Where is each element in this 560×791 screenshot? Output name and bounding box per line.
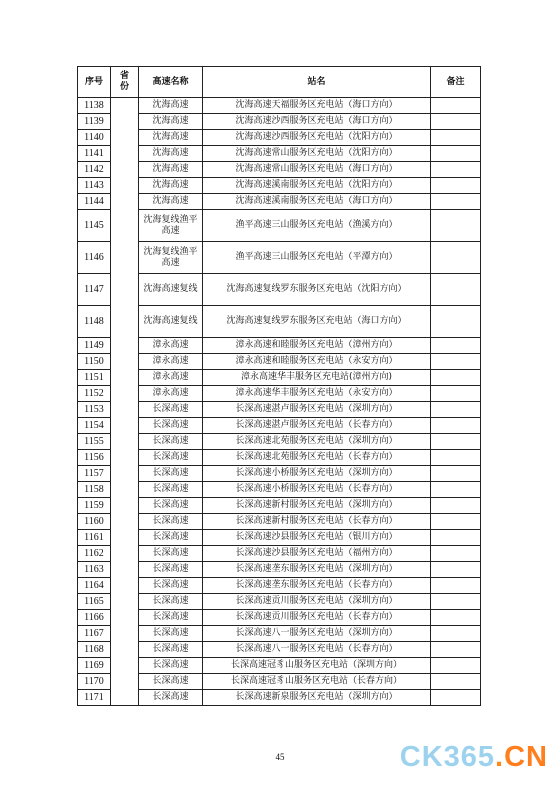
cell-highway: 长深高速 bbox=[139, 562, 203, 578]
cell-station: 沈海高速复线罗东服务区充电站（沈阳方向） bbox=[203, 274, 431, 306]
cell-remark bbox=[431, 242, 481, 274]
cell-remark bbox=[431, 354, 481, 370]
table-row bbox=[78, 674, 481, 690]
cell-highway: 长深高速 bbox=[139, 674, 203, 690]
header-no: 序号 bbox=[78, 67, 111, 98]
cell-remark bbox=[431, 418, 481, 434]
table-row bbox=[78, 658, 481, 674]
cell-station: 漳永高速华丰服务区充电站（永安方向） bbox=[203, 386, 431, 402]
cell-no: 1163 bbox=[78, 562, 111, 578]
cell-station: 长深高速贡川服务区充电站（长春方向） bbox=[203, 610, 431, 626]
cell-station: 渔平高速三山服务区充电站（平潭方向） bbox=[203, 242, 431, 274]
cell-station: 沈海高速天福服务区充电站（海口方向） bbox=[203, 98, 431, 114]
cell-station: 沈海高速复线罗东服务区充电站（海口方向） bbox=[203, 306, 431, 338]
cell-no: 1147 bbox=[78, 274, 111, 306]
cell-station: 长深高速沙县服务区充电站（银川方向） bbox=[203, 530, 431, 546]
cell-highway: 沈海复线渔平高速 bbox=[139, 210, 203, 242]
cell-remark bbox=[431, 98, 481, 114]
cell-highway: 长深高速 bbox=[139, 466, 203, 482]
cell-station: 沈海高速沙西服务区充电站（沈阳方向） bbox=[203, 130, 431, 146]
cell-highway: 沈海高速复线 bbox=[139, 306, 203, 338]
table-row bbox=[78, 498, 481, 514]
watermark-dot: . bbox=[495, 741, 505, 773]
cell-remark bbox=[431, 642, 481, 658]
header-remark: 备注 bbox=[431, 67, 481, 98]
cell-station: 长深高速北苑服务区充电站（长春方向） bbox=[203, 450, 431, 466]
cell-highway: 长深高速 bbox=[139, 402, 203, 418]
cell-remark bbox=[431, 450, 481, 466]
cell-highway: 长深高速 bbox=[139, 626, 203, 642]
cell-no: 1159 bbox=[78, 498, 111, 514]
cell-no: 1148 bbox=[78, 306, 111, 338]
cell-remark bbox=[431, 674, 481, 690]
table-row bbox=[78, 434, 481, 450]
cell-highway: 沈海高速 bbox=[139, 146, 203, 162]
table-row bbox=[78, 162, 481, 178]
cell-no: 1144 bbox=[78, 194, 111, 210]
cell-no: 1171 bbox=[78, 690, 111, 706]
cell-station: 长深高速新村服务区充电站（长春方向） bbox=[203, 514, 431, 530]
table-row bbox=[78, 610, 481, 626]
cell-no: 1164 bbox=[78, 578, 111, 594]
table-row bbox=[78, 546, 481, 562]
cell-station: 长深高速八一服务区充电站（深圳方向） bbox=[203, 626, 431, 642]
cell-station: 长深高速垄东服务区充电站（深圳方向） bbox=[203, 562, 431, 578]
cell-highway: 长深高速 bbox=[139, 434, 203, 450]
cell-station: 长深高速北苑服务区充电站（深圳方向） bbox=[203, 434, 431, 450]
table-row bbox=[78, 370, 481, 386]
table-row bbox=[78, 530, 481, 546]
cell-remark bbox=[431, 466, 481, 482]
cell-no: 1150 bbox=[78, 354, 111, 370]
cell-station: 长深高速湛卢服务区充电站（长春方向） bbox=[203, 418, 431, 434]
watermark-logo bbox=[400, 741, 548, 774]
cell-highway: 长深高速 bbox=[139, 418, 203, 434]
table-row bbox=[78, 338, 481, 354]
table-row bbox=[78, 354, 481, 370]
cell-highway: 沈海高速 bbox=[139, 114, 203, 130]
cell-remark bbox=[431, 498, 481, 514]
cell-highway: 长深高速 bbox=[139, 498, 203, 514]
cell-no: 1169 bbox=[78, 658, 111, 674]
cell-no: 1167 bbox=[78, 626, 111, 642]
cell-no: 1166 bbox=[78, 610, 111, 626]
header-station: 站名 bbox=[203, 67, 431, 98]
cell-highway: 长深高速 bbox=[139, 450, 203, 466]
cell-station: 漳永高速华丰服务区充电站(漳州方向) bbox=[203, 370, 431, 386]
cell-remark bbox=[431, 130, 481, 146]
station-table bbox=[77, 66, 481, 706]
cell-remark bbox=[431, 594, 481, 610]
cell-highway: 长深高速 bbox=[139, 530, 203, 546]
cell-highway: 沈海高速复线 bbox=[139, 274, 203, 306]
page-number: 45 bbox=[275, 752, 285, 762]
cell-no: 1139 bbox=[78, 114, 111, 130]
cell-no: 1140 bbox=[78, 130, 111, 146]
cell-remark bbox=[431, 194, 481, 210]
cell-station: 沈海高速常山服务区充电站（沈阳方向） bbox=[203, 146, 431, 162]
cell-no: 1155 bbox=[78, 434, 111, 450]
cell-no: 1145 bbox=[78, 210, 111, 242]
table-row bbox=[78, 418, 481, 434]
cell-no: 1158 bbox=[78, 482, 111, 498]
cell-highway: 长深高速 bbox=[139, 514, 203, 530]
cell-remark bbox=[431, 658, 481, 674]
cell-no: 1142 bbox=[78, 162, 111, 178]
table-row bbox=[78, 274, 481, 306]
table-row bbox=[78, 562, 481, 578]
table-header-row bbox=[78, 67, 481, 98]
cell-remark bbox=[431, 162, 481, 178]
cell-no: 1157 bbox=[78, 466, 111, 482]
cell-highway: 长深高速 bbox=[139, 482, 203, 498]
watermark-cn: CN bbox=[504, 741, 548, 773]
cell-highway: 长深高速 bbox=[139, 594, 203, 610]
cell-no: 1141 bbox=[78, 146, 111, 162]
cell-remark bbox=[431, 514, 481, 530]
cell-remark bbox=[431, 562, 481, 578]
cell-station: 长深高速小桥服务区充电站（深圳方向） bbox=[203, 466, 431, 482]
cell-highway: 长深高速 bbox=[139, 690, 203, 706]
cell-remark bbox=[431, 114, 481, 130]
table-row bbox=[78, 514, 481, 530]
cell-highway: 沈海高速 bbox=[139, 98, 203, 114]
table-row bbox=[78, 178, 481, 194]
cell-station: 长深高速八一服务区充电站（长春方向） bbox=[203, 642, 431, 658]
table-row bbox=[78, 578, 481, 594]
cell-highway: 长深高速 bbox=[139, 642, 203, 658]
cell-remark bbox=[431, 274, 481, 306]
cell-no: 1160 bbox=[78, 514, 111, 530]
header-highway: 高速名称 bbox=[139, 67, 203, 98]
cell-station: 长深高速沙县服务区充电站（福州方向） bbox=[203, 546, 431, 562]
cell-no: 1161 bbox=[78, 530, 111, 546]
table-row bbox=[78, 146, 481, 162]
cell-highway: 沈海高速 bbox=[139, 130, 203, 146]
cell-no: 1162 bbox=[78, 546, 111, 562]
cell-remark bbox=[431, 578, 481, 594]
table-row bbox=[78, 594, 481, 610]
cell-station: 长深高速垄东服务区充电站（长春方向） bbox=[203, 578, 431, 594]
cell-highway: 沈海复线渔平高速 bbox=[139, 242, 203, 274]
cell-no: 1168 bbox=[78, 642, 111, 658]
cell-remark bbox=[431, 530, 481, 546]
table-row bbox=[78, 402, 481, 418]
cell-no: 1151 bbox=[78, 370, 111, 386]
cell-remark bbox=[431, 690, 481, 706]
cell-station: 长深高速新村服务区充电站（深圳方向） bbox=[203, 498, 431, 514]
cell-no: 1170 bbox=[78, 674, 111, 690]
cell-highway: 长深高速 bbox=[139, 658, 203, 674]
cell-highway: 长深高速 bbox=[139, 578, 203, 594]
cell-remark bbox=[431, 338, 481, 354]
cell-remark bbox=[431, 178, 481, 194]
table-row bbox=[78, 194, 481, 210]
table-row bbox=[78, 386, 481, 402]
cell-highway: 长深高速 bbox=[139, 610, 203, 626]
cell-station: 长深高速小桥服务区充电站（长春方向） bbox=[203, 482, 431, 498]
cell-station: 长深高速冠豸山服务区充电站（深圳方向） bbox=[203, 658, 431, 674]
cell-station: 长深高速冠豸山服务区充电站（长春方向） bbox=[203, 674, 431, 690]
cell-station: 沈海高速常山服务区充电站（海口方向） bbox=[203, 162, 431, 178]
cell-remark bbox=[431, 146, 481, 162]
cell-remark bbox=[431, 626, 481, 642]
cell-remark bbox=[431, 610, 481, 626]
cell-station: 长深高速新泉服务区充电站（深圳方向） bbox=[203, 690, 431, 706]
header-province: 省份 bbox=[111, 67, 139, 98]
cell-remark bbox=[431, 434, 481, 450]
cell-remark bbox=[431, 306, 481, 338]
cell-station: 长深高速湛卢服务区充电站（深圳方向） bbox=[203, 402, 431, 418]
cell-no: 1138 bbox=[78, 98, 111, 114]
cell-station: 漳永高速和睦服务区充电站（漳州方向） bbox=[203, 338, 431, 354]
cell-no: 1165 bbox=[78, 594, 111, 610]
table-row bbox=[78, 466, 481, 482]
cell-province bbox=[111, 98, 139, 706]
cell-station: 沈海高速溪南服务区充电站（沈阳方向） bbox=[203, 178, 431, 194]
table-row bbox=[78, 642, 481, 658]
cell-remark bbox=[431, 402, 481, 418]
cell-remark bbox=[431, 210, 481, 242]
table-row bbox=[78, 626, 481, 642]
table-row bbox=[78, 242, 481, 274]
cell-remark bbox=[431, 546, 481, 562]
cell-highway: 长深高速 bbox=[139, 546, 203, 562]
cell-no: 1146 bbox=[78, 242, 111, 274]
table-row bbox=[78, 210, 481, 242]
table-row bbox=[78, 98, 481, 114]
cell-remark bbox=[431, 386, 481, 402]
cell-no: 1152 bbox=[78, 386, 111, 402]
cell-station: 沈海高速沙西服务区充电站（海口方向） bbox=[203, 114, 431, 130]
cell-remark bbox=[431, 370, 481, 386]
cell-highway: 漳永高速 bbox=[139, 386, 203, 402]
cell-highway: 沈海高速 bbox=[139, 194, 203, 210]
table-row bbox=[78, 130, 481, 146]
cell-remark bbox=[431, 482, 481, 498]
table-row bbox=[78, 306, 481, 338]
table-row bbox=[78, 450, 481, 466]
cell-no: 1143 bbox=[78, 178, 111, 194]
cell-no: 1149 bbox=[78, 338, 111, 354]
cell-highway: 沈海高速 bbox=[139, 178, 203, 194]
cell-highway: 漳永高速 bbox=[139, 338, 203, 354]
cell-highway: 漳永高速 bbox=[139, 354, 203, 370]
cell-station: 沈海高速溪南服务区充电站（海口方向） bbox=[203, 194, 431, 210]
cell-station: 长深高速贡川服务区充电站（深圳方向） bbox=[203, 594, 431, 610]
cell-station: 漳永高速和睦服务区充电站（永安方向） bbox=[203, 354, 431, 370]
table-row bbox=[78, 114, 481, 130]
cell-highway: 沈海高速 bbox=[139, 162, 203, 178]
cell-station: 渔平高速三山服务区充电站（渔溪方向） bbox=[203, 210, 431, 242]
watermark-ck: CK365 bbox=[399, 741, 496, 773]
cell-no: 1156 bbox=[78, 450, 111, 466]
cell-highway: 漳永高速 bbox=[139, 370, 203, 386]
cell-no: 1153 bbox=[78, 402, 111, 418]
table-row bbox=[78, 690, 481, 706]
cell-no: 1154 bbox=[78, 418, 111, 434]
table-row bbox=[78, 482, 481, 498]
